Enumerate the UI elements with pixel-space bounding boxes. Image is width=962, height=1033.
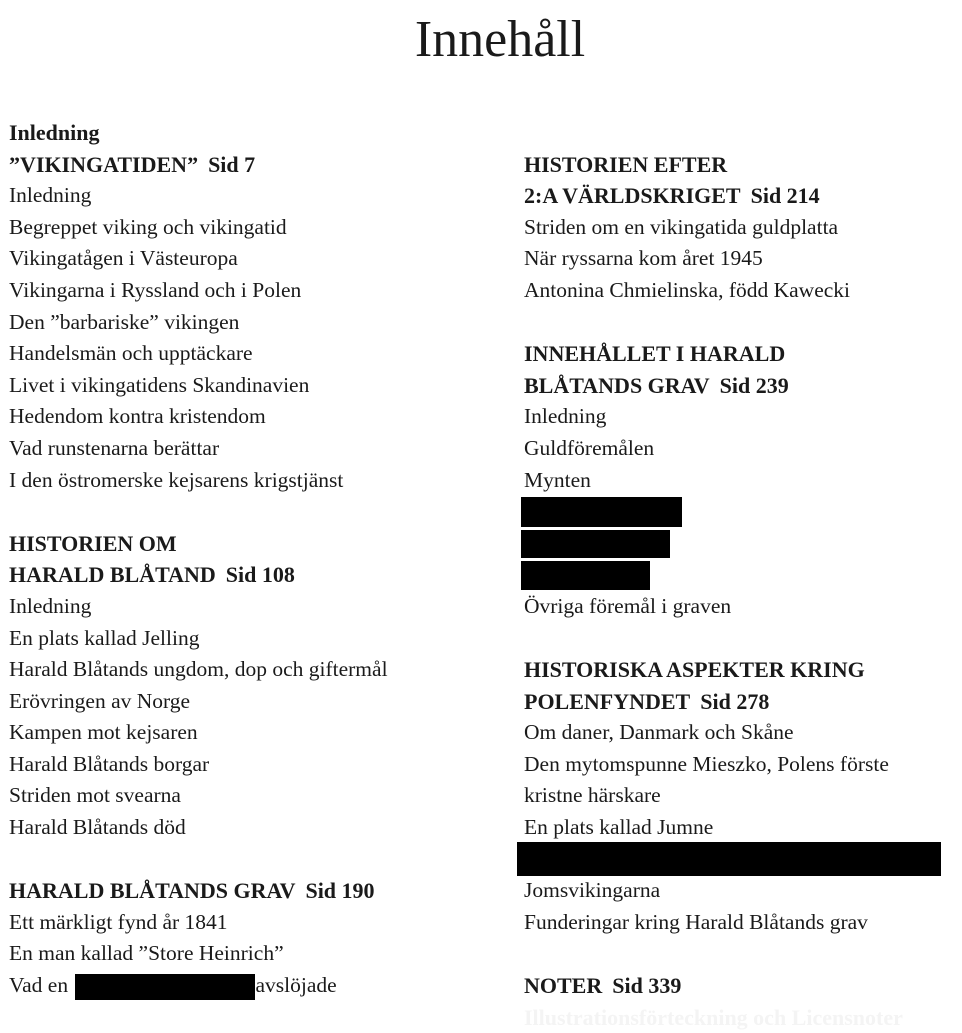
toc-item-redacted xyxy=(524,844,954,876)
section-spacer xyxy=(524,117,954,149)
toc-item: Harald Blåtands ungdom, dop och giftermål xyxy=(9,657,388,682)
section-heading-vikingatiden xyxy=(9,149,509,181)
toc-left-column xyxy=(9,117,509,1002)
redaction-bar xyxy=(521,497,682,527)
redaction-bar xyxy=(521,530,670,558)
section-spacer xyxy=(9,496,509,528)
section-items-innehallet xyxy=(524,401,954,622)
section-spacer xyxy=(9,844,509,876)
toc-item: Den mytomspunne Mieszko, Polens förste xyxy=(524,751,889,776)
toc-item: Om daner, Danmark och Skåne xyxy=(524,720,794,745)
page-number: Sid 239 xyxy=(719,372,789,398)
page-number: Sid 190 xyxy=(305,878,375,904)
toc-item: Livet i vikingatidens Skandinavien xyxy=(9,372,310,397)
toc-item: I den östromerske kejsarens krigstjänst xyxy=(9,467,344,492)
toc-item: Begreppet viking och vikingatid xyxy=(9,214,287,239)
page-number: Sid 214 xyxy=(750,183,820,209)
toc-item: Inledning xyxy=(524,404,607,429)
toc-item: Vikingarna i Ryssland och i Polen xyxy=(9,277,302,302)
toc-item: Jomsvikingarna xyxy=(524,878,661,903)
section-spacer xyxy=(524,938,954,970)
toc-item: Inledning xyxy=(9,593,92,618)
toc-item: En man kallad ”Store Heinrich” xyxy=(9,941,284,966)
toc-item: Kampen mot kejsaren xyxy=(9,720,198,745)
toc-item: Erövringen av Norge xyxy=(9,688,191,713)
redaction-bar xyxy=(521,561,650,590)
toc-item: Handelsmän och upptäckare xyxy=(9,341,253,366)
section-heading-polenfyndet xyxy=(524,686,954,718)
toc-item-redacted xyxy=(524,559,954,591)
toc-item: En plats kallad Jelling xyxy=(9,625,200,650)
redaction-bar xyxy=(517,842,941,876)
page-title: Innehåll xyxy=(414,11,586,68)
toc-item: Ett märkligt fynd år 1841 xyxy=(9,909,228,934)
section-heading-grav xyxy=(9,875,509,907)
page-number: Sid 108 xyxy=(225,562,295,588)
toc-item: En plats kallad Jumne xyxy=(524,815,714,840)
toc-item: Vikingatågen i Västeuropa xyxy=(9,246,238,271)
toc-item: Funderingar kring Harald Blåtands grav xyxy=(524,909,868,934)
toc-item: Antonina Chmielinska, född Kawecki xyxy=(524,277,851,302)
section-heading-harald-blatand xyxy=(9,559,509,591)
toc-item-prefix: Vad en xyxy=(9,973,69,998)
page-number: Sid 278 xyxy=(700,688,770,714)
section-spacer xyxy=(524,623,954,655)
section-items-polenfyndet xyxy=(524,717,954,938)
section-heading-varldskriget xyxy=(524,180,954,212)
toc-item-redacted xyxy=(524,496,954,528)
toc-item: När ryssarna kom året 1945 xyxy=(524,246,763,271)
section-items-efter xyxy=(524,212,954,307)
page-number: Sid 339 xyxy=(612,973,682,999)
section-title: HARALD BLÅTAND xyxy=(9,562,216,588)
section-heading-historien-efter: HISTORIEN EFTER xyxy=(524,151,728,177)
section-heading-noter xyxy=(524,970,954,1002)
toc-item-redacted xyxy=(524,528,954,560)
toc-item: Guldföremålen xyxy=(524,435,655,460)
toc-item: Övriga föremål i graven xyxy=(524,593,732,618)
section-items-grav xyxy=(9,907,509,1002)
toc-item: Harald Blåtands borgar xyxy=(9,751,210,776)
section-heading-innehallet: INNEHÅLLET I HARALD xyxy=(524,341,786,367)
section-title: POLENFYNDET xyxy=(524,688,691,714)
toc-item-suffix: avslöjade xyxy=(255,973,337,998)
toc-item: Hedendom kontra kristendom xyxy=(9,404,266,429)
section-heading-historiska: HISTORISKA ASPEKTER KRING xyxy=(524,657,865,683)
toc-item: Striden om en vikingatida guldplatta xyxy=(524,214,839,239)
toc-right-column xyxy=(524,117,954,1033)
toc-item: Harald Blåtands död xyxy=(9,815,186,840)
section-items-vikingatiden xyxy=(9,180,509,496)
toc-item: Vad runstenarna berättar xyxy=(9,435,220,460)
section-title: HARALD BLÅTANDS GRAV xyxy=(9,878,296,904)
toc-item-faded: Illustrationsförteckning och Licensnoter xyxy=(524,1004,903,1030)
section-title: 2:A VÄRLDSKRIGET xyxy=(524,183,741,209)
toc-item: Den ”barbariske” vikingen xyxy=(9,309,240,334)
redaction-bar xyxy=(75,974,255,1000)
toc-item: Inledning xyxy=(9,183,92,208)
toc-item: kristne härskare xyxy=(524,783,661,808)
section-title: NOTER xyxy=(524,973,603,999)
toc-item: Striden mot svearna xyxy=(9,783,181,808)
intro-heading: Inledning xyxy=(9,120,100,145)
section-title: BLÅTANDS GRAV xyxy=(524,372,710,398)
toc-item-redacted xyxy=(9,970,509,1002)
section-heading-historien-om: HISTORIEN OM xyxy=(9,530,177,556)
page-number: Sid 7 xyxy=(208,151,256,177)
section-items-harald xyxy=(9,591,509,844)
toc-item: Mynten xyxy=(524,467,591,492)
section-heading-blatands-grav xyxy=(524,370,954,402)
section-spacer xyxy=(524,307,954,339)
section-title: ”VIKINGATIDEN” xyxy=(9,151,199,177)
